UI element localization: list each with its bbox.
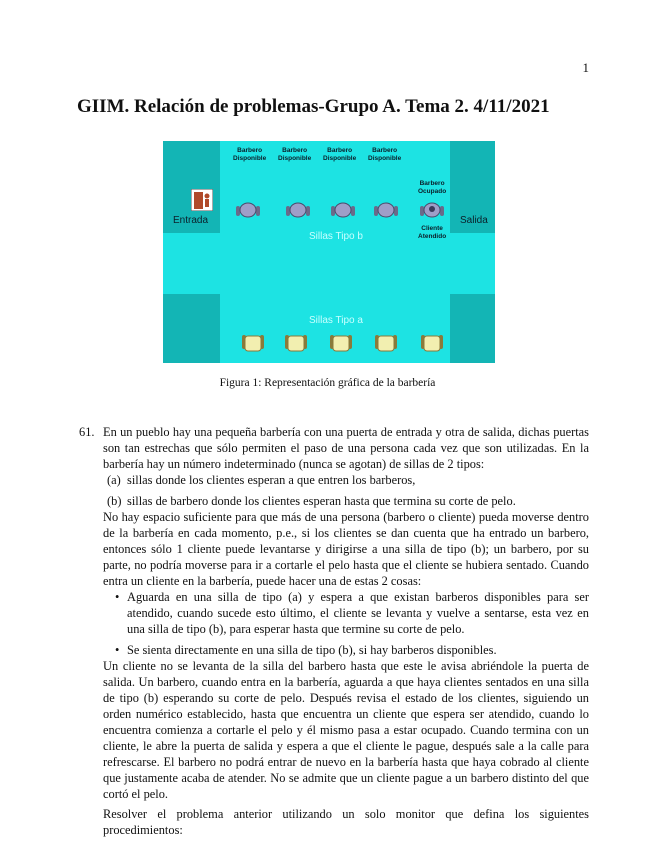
option-a <box>107 472 589 488</box>
option-a-tag: (a) <box>107 473 121 487</box>
list-item <box>115 642 589 658</box>
bullet-list <box>103 589 589 658</box>
available-barber-label: Barbero Disponible <box>233 147 267 162</box>
paragraph-intro: En un pueblo hay una pequeña barbería con una puerta de entrada y otra de salida, dichas puertas son tan estrechas que sólo permiten el paso de una persona cada vez que son utilizadas. En la barbería hay un número indeterminado (nunca se agotan) de sillas de 2 tipos: <box>103 425 589 471</box>
barbershop-figure <box>163 141 495 363</box>
option-b-tag: (b) <box>107 494 122 508</box>
option-a-text: sillas donde los clientes esperan a que entren los barberos, <box>127 473 416 487</box>
paragraph-4: Resolver el problema anterior utilizando un solo monitor que defina los siguientes procedimientos: <box>103 807 589 837</box>
bullet-icon: • <box>115 643 120 657</box>
chairs-a-label: Sillas Tipo a <box>309 315 363 326</box>
barber-chair-icon <box>373 201 399 219</box>
list-item <box>115 589 589 637</box>
option-b <box>107 493 589 509</box>
option-b-text: sillas de barbero donde los clientes esperan hasta que termina su corte de pelo. <box>127 494 516 508</box>
chairs-b-label: Sillas Tipo b <box>309 231 363 242</box>
exit-area-bottom <box>450 294 495 363</box>
entrance-label: Entrada <box>173 215 209 226</box>
waiting-chair-icon <box>374 333 398 353</box>
available-barber-label: Barbero Disponible <box>368 147 402 162</box>
bullet-text: Aguarda en una silla de tipo (a) y espera a que existan barberos disponibles para ser atendido, cuando sucede esto último, el cliente se levanta y vuelve a sentarse, esta vez en una silla de tipo (b), para esperar hasta que termine su corte de pelo. <box>127 590 589 636</box>
exit-label: Salida <box>460 215 488 226</box>
entrance-area-bottom <box>163 294 220 363</box>
available-barber-label: Barbero Disponible <box>323 147 357 162</box>
figure-caption: Figura 1: Representación gráfica de la barbería <box>219 377 436 389</box>
occupied-barber-chair-icon <box>419 201 445 219</box>
door-icon <box>191 189 213 211</box>
busy-barber-label: Barbero Ocupado <box>418 180 447 195</box>
barber-chair-icon <box>285 201 311 219</box>
problem-statement <box>79 424 589 838</box>
problem-body <box>103 424 589 838</box>
problem-61 <box>79 424 589 838</box>
attended-client-label: Cliente Atendido <box>418 225 447 240</box>
bullet-icon: • <box>115 590 120 604</box>
waiting-chair-icon <box>420 333 444 353</box>
problem-number: 61. <box>79 425 95 439</box>
page-number: 1 <box>582 60 589 75</box>
paragraph-2: No hay espacio suficiente para que más de una persona (barbero o cliente) pueda moverse dentro de la barbería en cada momento, p.e., si los clientes se dan cuenta que ha entrado un barbero, entonces sólo 1 cliente puede levantarse y dirigirse a una silla de tipo (b); un barbero, por su parte, no podría moverse para ir a cortarle el pelo hasta que el cliente se hubiera sentado. Cuando entra un cliente en la barbería, puede hacer una de estas 2 cosas: <box>103 510 589 588</box>
barber-chair-icon <box>330 201 356 219</box>
waiting-chair-icon <box>329 333 353 353</box>
waiting-chair-icon <box>284 333 308 353</box>
available-barber-label: Barbero Disponible <box>278 147 312 162</box>
paragraph-3: Un cliente no se levanta de la silla del barbero hasta que este le avisa abriéndole la puerta de salida. Un barbero, cuando entra en la barbería, aguarda a que haya clientes sentados en una silla de tipo (b) esperando su corte de pelo. Después revisa el estado de los clientes, siguiendo un orden numérico establecido, hasta que encuentra un cliente que espera ser atendido, cuando lo encuentra comienza a cortarle el pelo y él mismo pasa a estar ocupado. Cuando termina con un cliente, le abre la puerta de salida y espera a que el cliente le pague, después sale a la calle para refrescarse. El barbero no podrá entrar de nuevo en la barbería hasta que haya cobrado al cliente que justamente acaba de atender. No se admite que un cliente pague a un barbero distinto del que cortó el pelo. <box>103 659 589 801</box>
waiting-chair-icon <box>241 333 265 353</box>
barber-chair-icon <box>235 201 261 219</box>
bullet-text: Se sienta directamente en una silla de tipo (b), si hay barberos disponibles. <box>127 643 497 657</box>
page-title: GIIM. Relación de problemas-Grupo A. Tema 2. 4/11/2021 <box>77 96 550 117</box>
